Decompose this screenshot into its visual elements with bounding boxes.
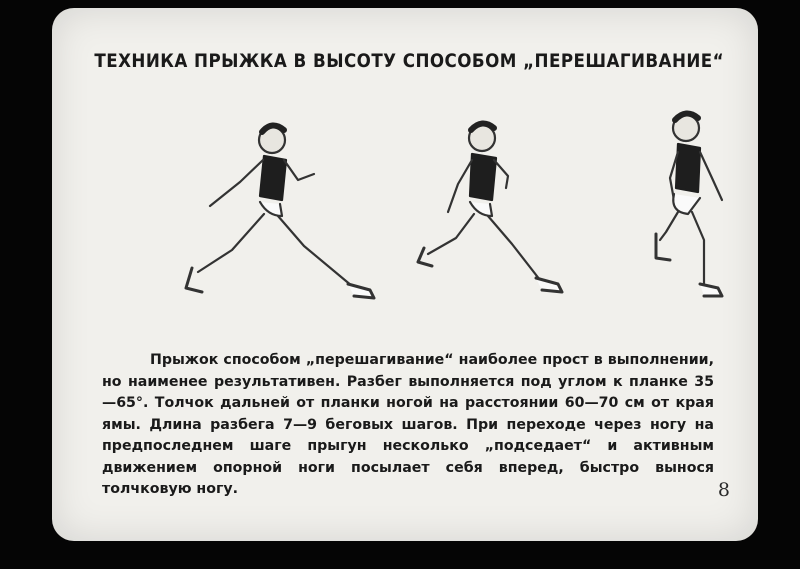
slide-body-text [102,350,714,501]
filmstrip-slide [52,8,758,541]
slide-title: ТЕХНИКА ПРЫЖКА В ВЫСОТУ СПОСОБОМ „ПЕРЕШАГИВАНИЕ“ [94,50,725,72]
illustration [122,108,742,318]
athlete-running-stride-icon [186,125,374,298]
body-paragraph: Прыжок способом „перешагивание“ наиболее прост в выполнении, но наименее результативен. Разбег выполняется под углом к планке 35—65°. Толчок дальней от планки ногой на расстоянии 60—70 см от края ямы. Длина разбега 7—9 беговых шагов. При переходе через ногу на предпоследнем шаге прыгун несколько „подседает“ и активным движением опорной ноги посылает себя вперед, быстро вынося толчковую ногу. [102,352,714,497]
athlete-takeoff-knee-up-icon [656,113,722,296]
page-number: 8 [717,479,730,501]
athlete-running-step-icon [418,123,562,292]
